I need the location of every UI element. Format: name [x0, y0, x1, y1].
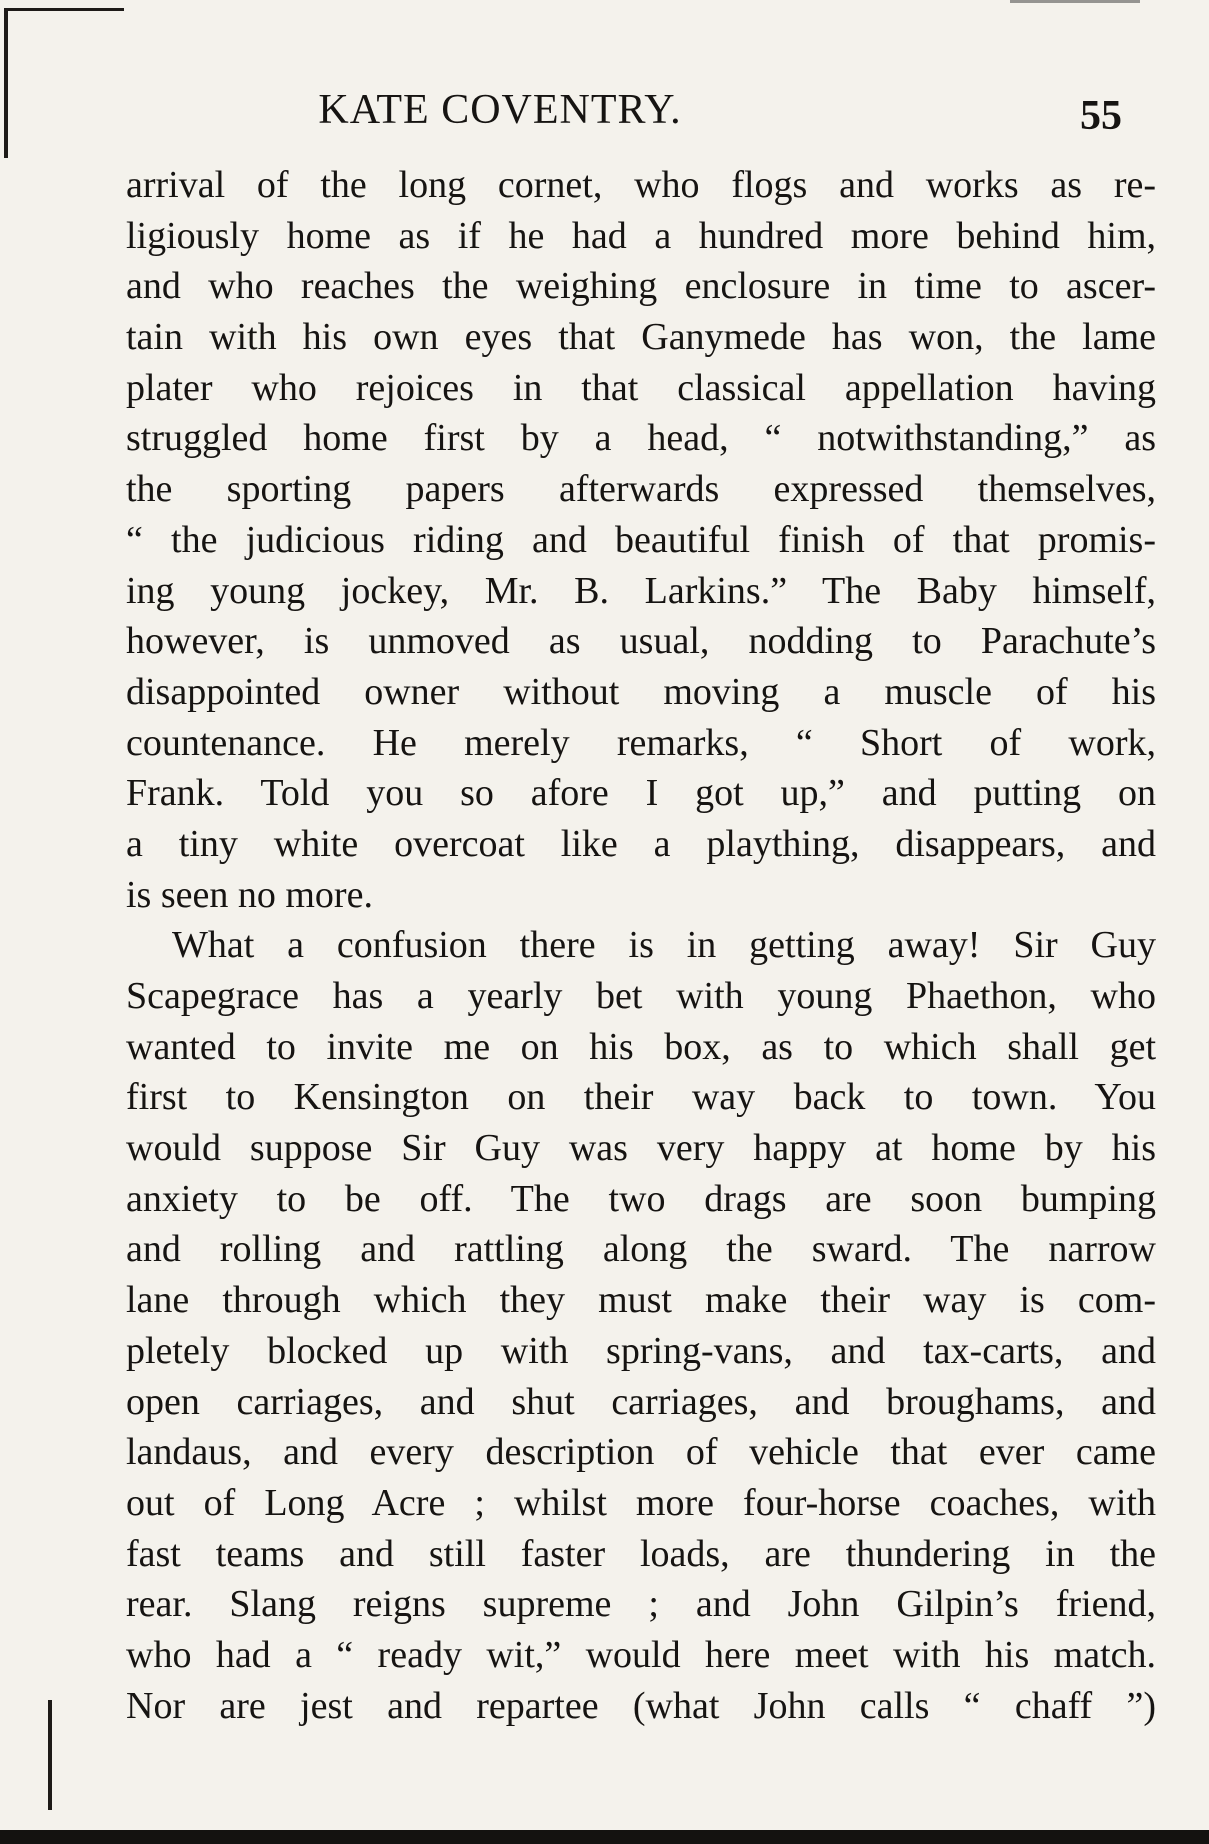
- text-line: rear. Slang reigns supreme ; and John Gilpin’s friend,: [126, 1583, 1156, 1626]
- paragraph-1: [126, 160, 1156, 920]
- text-line: arrival of the long cornet, who flogs and works as re-: [126, 164, 1156, 206]
- text-line: countenance. He merely remarks, “ Short of work,: [126, 721, 1156, 764]
- text-line: Nor are jest and repartee (what John calls “ chaff ”): [126, 1684, 1156, 1727]
- page-number: 55: [1080, 93, 1122, 139]
- text-line: “ the judicious riding and beautiful finish of that promis-: [126, 518, 1156, 561]
- scan-artifact-top: [1010, 0, 1140, 3]
- paragraph-2: [126, 920, 1156, 1731]
- text-line: pletely blocked up with spring-vans, and tax-carts, and: [126, 1329, 1156, 1372]
- text-line: is seen no more.: [126, 873, 373, 916]
- text-line: out of Long Acre ; whilst more four-horse coaches, with: [126, 1481, 1156, 1524]
- text-line: open carriages, and shut carriages, and broughams, and: [126, 1380, 1156, 1423]
- text-line: What a confusion there is in getting away! Sir Guy: [172, 924, 1156, 967]
- text-line: lane through which they must make their way is com-: [126, 1279, 1156, 1322]
- scan-corner-mark-horizontal: [4, 8, 124, 11]
- text-line: landaus, and every description of vehicle that ever came: [126, 1431, 1156, 1474]
- running-title: KATE COVENTRY.: [318, 87, 682, 133]
- scan-bottom-edge: [0, 1830, 1209, 1844]
- text-line: a tiny white overcoat like a plaything, disappears, and: [126, 822, 1156, 865]
- text-line: and rolling and rattling along the sward. The narrow: [126, 1228, 1156, 1271]
- text-line: would suppose Sir Guy was very happy at home by his: [126, 1127, 1156, 1170]
- text-line: the sporting papers afterwards expressed themselves,: [126, 468, 1156, 511]
- text-line: ligiously home as if he had a hundred more behind him,: [126, 214, 1156, 257]
- text-line: struggled home first by a head, “ notwithstanding,” as: [126, 417, 1156, 460]
- text-line: first to Kensington on their way back to town. You: [126, 1076, 1156, 1119]
- text-line: ing young jockey, Mr. B. Larkins.” The Baby himself,: [126, 569, 1156, 612]
- scan-margin-mark: [48, 1700, 52, 1810]
- text-line: and who reaches the weighing enclosure in time to ascer-: [126, 265, 1156, 308]
- text-line: anxiety to be off. The two drags are soon bumping: [126, 1177, 1156, 1220]
- text-line: plater who rejoices in that classical appellation having: [126, 366, 1156, 409]
- text-line: wanted to invite me on his box, as to which shall get: [126, 1025, 1156, 1068]
- text-line: fast teams and still faster loads, are thundering in the: [126, 1532, 1156, 1575]
- text-line: Frank. Told you so afore I got up,” and putting on: [126, 772, 1156, 815]
- body-text: [126, 160, 1156, 1731]
- running-header: [0, 82, 1209, 138]
- text-line: disappointed owner without moving a muscle of his: [126, 670, 1156, 713]
- text-line: however, is unmoved as usual, nodding to Parachute’s: [126, 620, 1156, 663]
- text-line: who had a “ ready wit,” would here meet with his match.: [126, 1633, 1156, 1676]
- text-line: Scapegrace has a yearly bet with young Phaethon, who: [126, 975, 1156, 1017]
- text-line: tain with his own eyes that Ganymede has won, the lame: [126, 316, 1156, 359]
